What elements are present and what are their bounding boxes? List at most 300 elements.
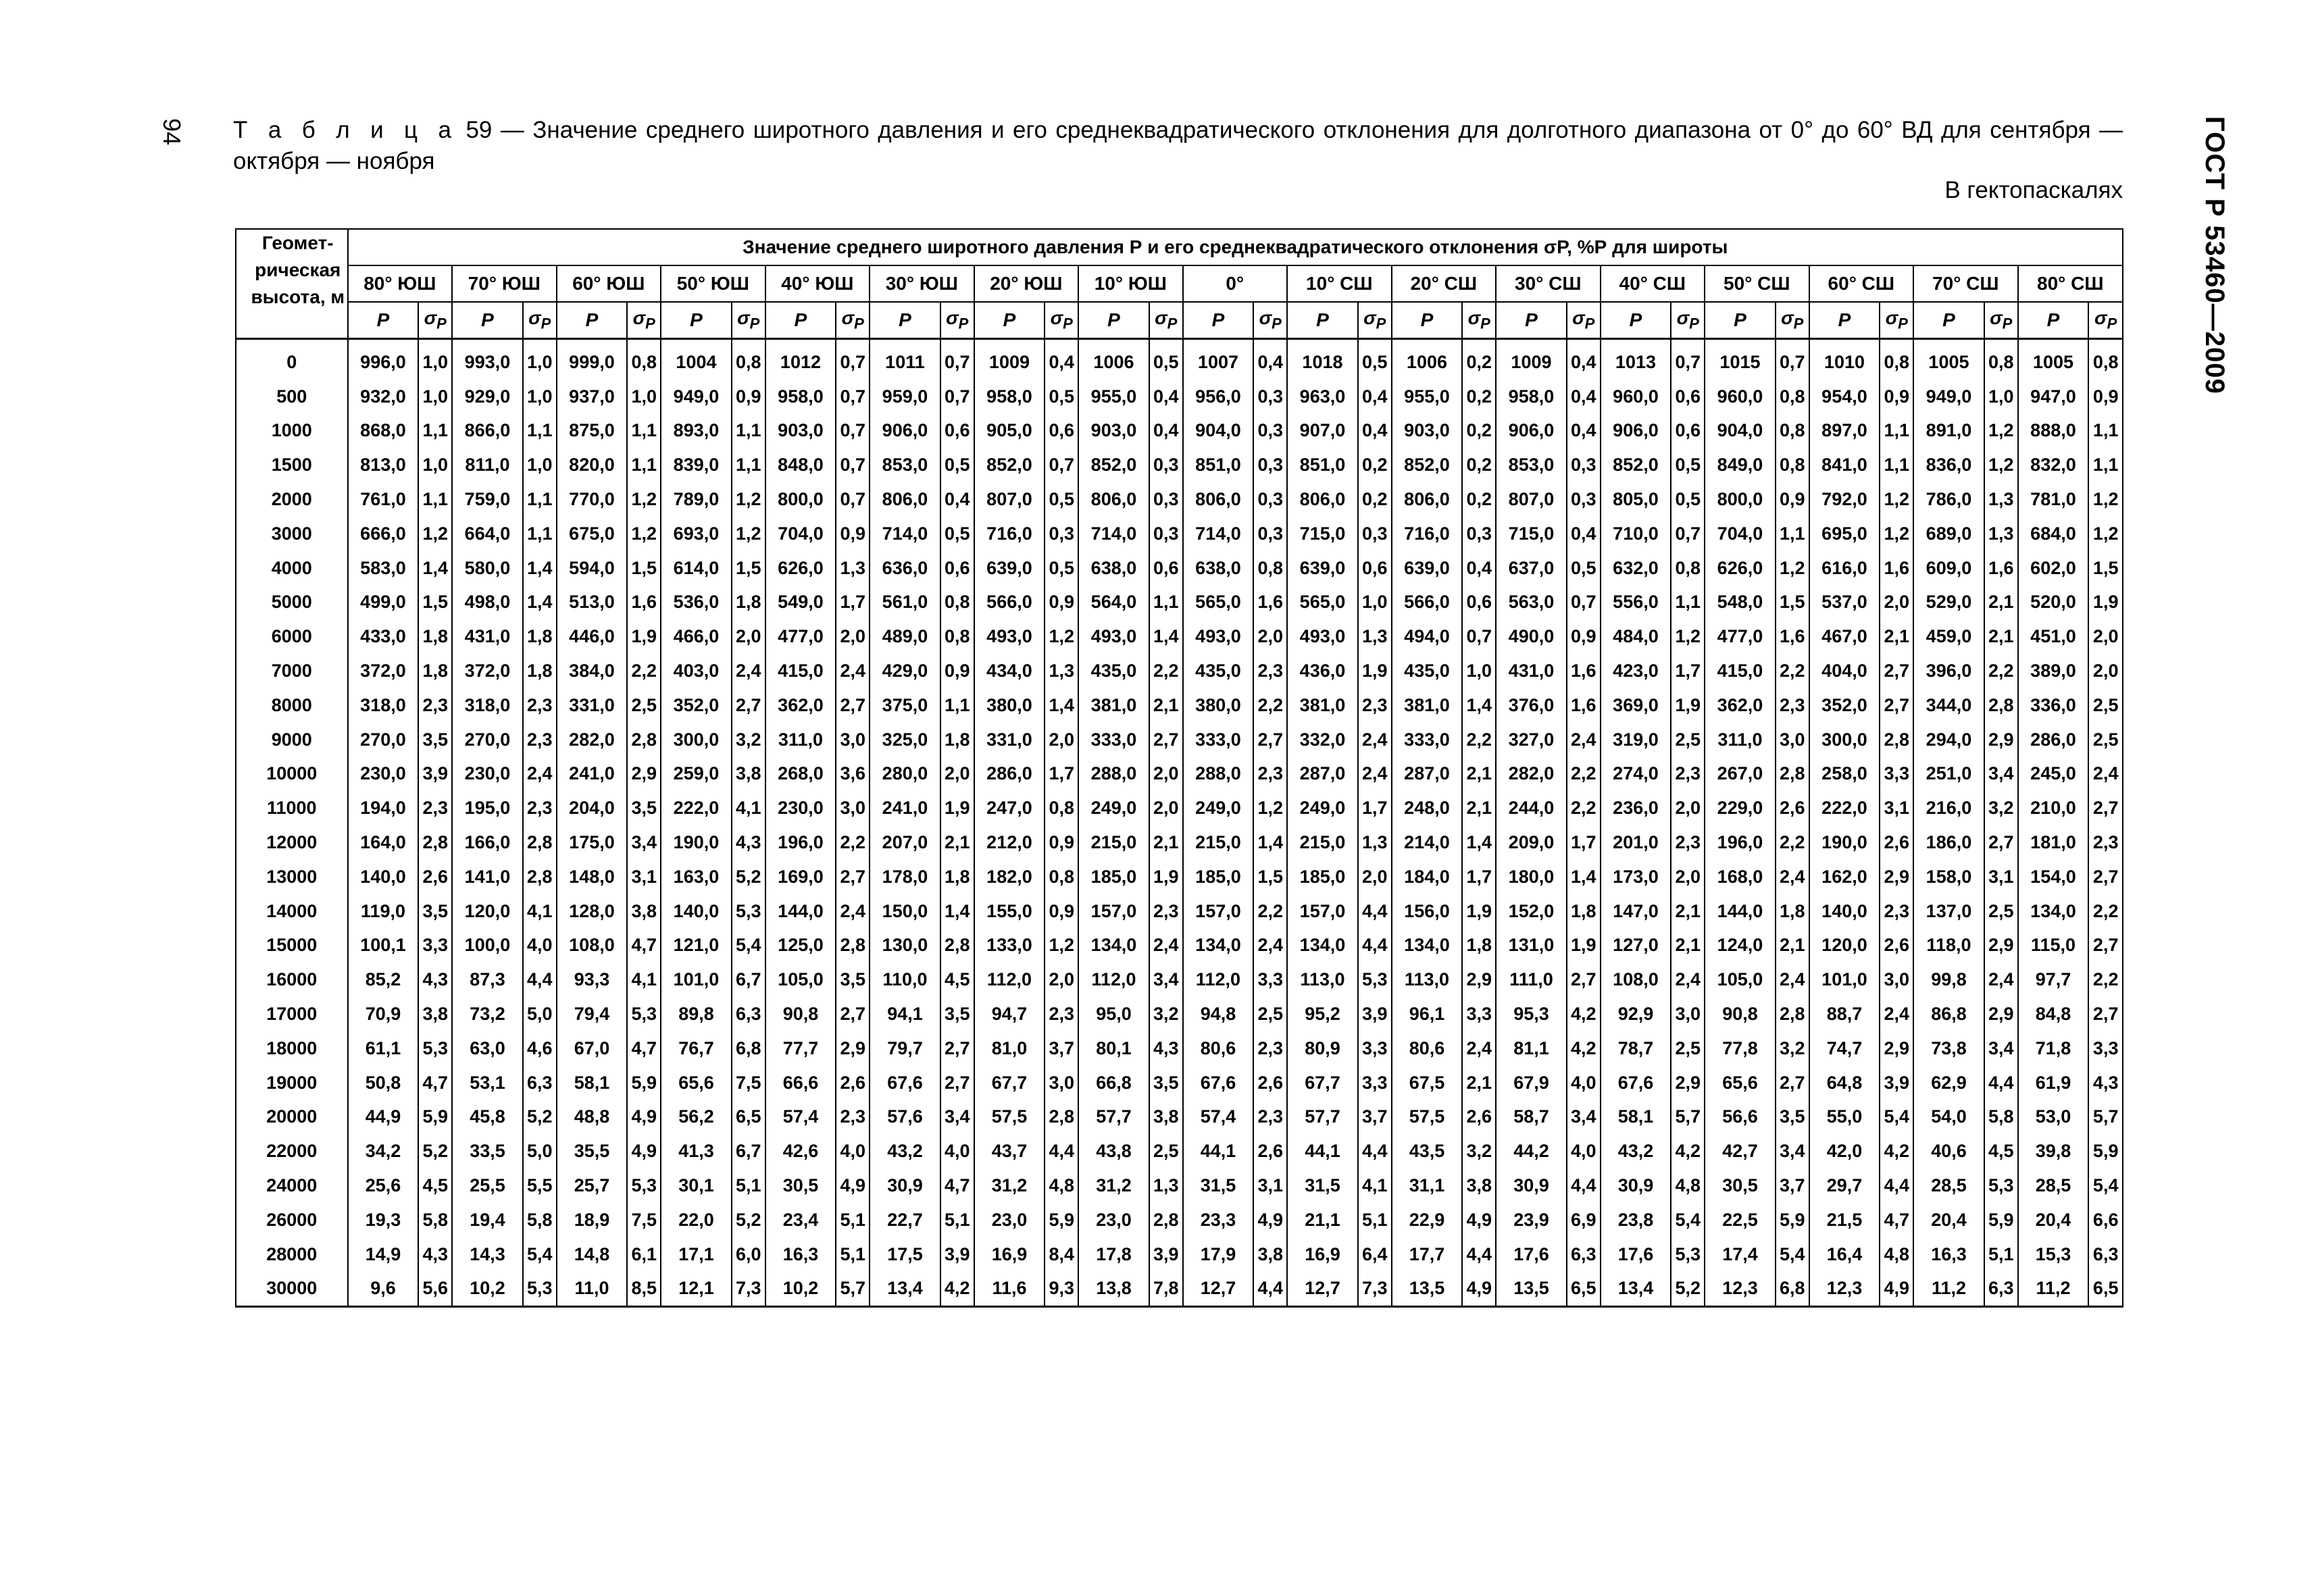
pressure-cell: 415,0 xyxy=(765,654,836,688)
sigma-cell: 1,4 xyxy=(1253,825,1287,860)
pressure-cell: 23,0 xyxy=(974,1203,1045,1237)
pressure-cell: 70,9 xyxy=(348,997,419,1031)
sigma-cell: 2,7 xyxy=(1880,688,1913,723)
sigma-cell: 0,8 xyxy=(1253,551,1287,586)
pressure-cell: 903,0 xyxy=(765,414,836,448)
sigma-cell: 0,8 xyxy=(1776,448,1809,482)
pressure-cell: 67,7 xyxy=(1287,1066,1358,1100)
sigma-cell: 2,1 xyxy=(1149,688,1183,723)
pressure-cell: 43,5 xyxy=(1392,1134,1463,1168)
sigma-cell: 4,4 xyxy=(1358,929,1392,963)
pressure-cell: 154,0 xyxy=(2018,860,2089,894)
pressure-cell: 331,0 xyxy=(974,723,1045,757)
sigma-cell: 1,4 xyxy=(523,586,557,620)
sigma-cell: 3,8 xyxy=(1462,1168,1496,1203)
pressure-cell: 89,8 xyxy=(661,997,732,1031)
pressure-cell: 836,0 xyxy=(1913,448,1984,482)
pressure-cell: 429,0 xyxy=(870,654,940,688)
sigma-cell: 2,7 xyxy=(1984,825,2018,860)
pressure-cell: 1009 xyxy=(1496,345,1567,380)
altitude-cell: 26000 xyxy=(236,1203,348,1237)
sigma-cell: 4,0 xyxy=(836,1134,870,1168)
sigma-cell: 2,2 xyxy=(1149,654,1183,688)
table-row xyxy=(236,1031,2123,1066)
sigma-cell: 1,9 xyxy=(1567,929,1601,963)
pressure-cell: 300,0 xyxy=(1809,723,1880,757)
altitude-cell: 24000 xyxy=(236,1168,348,1203)
pressure-cell: 17,9 xyxy=(1183,1237,1254,1272)
sigma-cell: 0,3 xyxy=(1149,448,1183,482)
sigma-cell: 0,6 xyxy=(940,551,974,586)
sigma-cell: 1,3 xyxy=(1149,1168,1183,1203)
sigma-cell: 2,7 xyxy=(836,997,870,1031)
pressure-cell: 282,0 xyxy=(557,723,628,757)
pressure-cell: 61,1 xyxy=(348,1031,419,1066)
sigma-cell: 3,0 xyxy=(1880,962,1913,997)
sigma-cell: 2,1 xyxy=(1671,894,1705,929)
pressure-cell: 112,0 xyxy=(974,962,1045,997)
sigma-cell: 0,3 xyxy=(1253,482,1287,517)
pressure-cell: 274,0 xyxy=(1601,757,1671,792)
sigma-cell: 7,5 xyxy=(732,1066,765,1100)
pressure-cell: 638,0 xyxy=(1078,551,1149,586)
sigma-cell: 5,4 xyxy=(1776,1237,1809,1272)
altitude-cell: 12000 xyxy=(236,825,348,860)
altitude-cell: 13000 xyxy=(236,860,348,894)
pressure-cell: 1012 xyxy=(765,345,836,380)
sigma-cell: 1,4 xyxy=(1045,688,1078,723)
sigma-cell: 2,5 xyxy=(1671,723,1705,757)
sigma-cell: 0,7 xyxy=(1776,345,1809,380)
sigma-cell: 2,0 xyxy=(2088,619,2123,654)
altitude-header-line: Геомет- xyxy=(261,232,334,253)
sigma-cell: 0,5 xyxy=(1149,345,1183,380)
altitude-cell: 11000 xyxy=(236,791,348,825)
sigma-cell: 1,2 xyxy=(2088,482,2123,517)
sigma-cell: 5,9 xyxy=(2088,1134,2123,1168)
sigma-cell: 3,1 xyxy=(1984,860,2018,894)
sigma-cell: 4,5 xyxy=(940,962,974,997)
sigma-cell: 1,2 xyxy=(1671,619,1705,654)
pressure-cell: 88,7 xyxy=(1809,997,1880,1031)
pressure-cell: 1006 xyxy=(1078,345,1149,380)
altitude-cell: 20000 xyxy=(236,1100,348,1135)
sigma-cell: 4,4 xyxy=(1358,894,1392,929)
sigma-cell: 1,1 xyxy=(2088,414,2123,448)
sigma-cell: 0,5 xyxy=(1045,551,1078,586)
sigma-cell: 4,2 xyxy=(1671,1134,1705,1168)
pressure-cell: 318,0 xyxy=(348,688,419,723)
sigma-cell: 2,1 xyxy=(1149,825,1183,860)
sigma-index: P xyxy=(645,315,655,332)
sigma-cell: 0,7 xyxy=(1671,517,1705,551)
pressure-subheader: P xyxy=(870,302,940,339)
sigma-cell: 3,3 xyxy=(418,929,452,963)
pressure-subheader: P xyxy=(2018,302,2089,339)
latitude-header: 70° СШ xyxy=(1913,265,2018,302)
sigma-cell: 2,2 xyxy=(836,825,870,860)
pressure-cell: 626,0 xyxy=(765,551,836,586)
table-row xyxy=(236,551,2123,586)
pressure-cell: 906,0 xyxy=(1496,414,1567,448)
sigma-cell: 2,6 xyxy=(1776,791,1809,825)
pressure-cell: 140,0 xyxy=(1809,894,1880,929)
table-row xyxy=(236,1168,2123,1203)
sigma-index: P xyxy=(1272,315,1282,332)
pressure-cell: 14,8 xyxy=(557,1237,628,1272)
pressure-cell: 209,0 xyxy=(1496,825,1567,860)
sigma-cell: 2,6 xyxy=(836,1066,870,1100)
sigma-cell: 1,5 xyxy=(732,551,765,586)
pressure-cell: 1004 xyxy=(661,345,732,380)
pressure-cell: 45,8 xyxy=(452,1100,523,1135)
pressure-cell: 384,0 xyxy=(557,654,628,688)
sigma-cell: 5,3 xyxy=(418,1031,452,1066)
altitude-cell: 6000 xyxy=(236,619,348,654)
pressure-cell: 325,0 xyxy=(870,723,940,757)
pressure-cell: 79,7 xyxy=(870,1031,940,1066)
separator-cell xyxy=(1776,339,1809,346)
pressure-cell: 66,6 xyxy=(765,1066,836,1100)
pressure-cell: 566,0 xyxy=(1392,586,1463,620)
sigma-cell: 1,5 xyxy=(2088,551,2123,586)
sigma-symbol: σ xyxy=(1572,307,1585,329)
sigma-cell: 5,7 xyxy=(2088,1100,2123,1135)
pressure-cell: 267,0 xyxy=(1705,757,1776,792)
pressure-cell: 245,0 xyxy=(2018,757,2089,792)
sigma-cell: 6,6 xyxy=(2088,1203,2123,1237)
sigma-cell: 3,4 xyxy=(1776,1134,1809,1168)
separator-cell xyxy=(1705,339,1776,346)
sigma-symbol: σ xyxy=(2094,307,2107,329)
sigma-cell: 2,7 xyxy=(836,860,870,894)
pressure-cell: 949,0 xyxy=(661,380,732,414)
sigma-cell: 0,4 xyxy=(1567,414,1601,448)
sigma-cell: 0,4 xyxy=(1149,414,1183,448)
sigma-cell: 2,3 xyxy=(1149,894,1183,929)
sigma-cell: 2,4 xyxy=(1358,757,1392,792)
separator-cell xyxy=(1496,339,1567,346)
pressure-cell: 90,8 xyxy=(765,997,836,1031)
sigma-cell: 5,2 xyxy=(418,1134,452,1168)
pressure-cell: 134,0 xyxy=(1287,929,1358,963)
sigma-cell: 2,2 xyxy=(627,654,661,688)
sigma-cell: 1,0 xyxy=(627,380,661,414)
pressure-cell: 184,0 xyxy=(1392,860,1463,894)
sigma-symbol: σ xyxy=(1467,307,1481,329)
pressure-cell: 195,0 xyxy=(452,791,523,825)
pressure-cell: 30,9 xyxy=(1601,1168,1671,1203)
sigma-cell: 4,2 xyxy=(940,1272,974,1307)
pressure-cell: 1005 xyxy=(2018,345,2089,380)
pressure-cell: 565,0 xyxy=(1287,586,1358,620)
separator-cell xyxy=(1671,339,1705,346)
pressure-cell: 714,0 xyxy=(870,517,940,551)
pressure-cell: 1010 xyxy=(1809,345,1880,380)
pressure-cell: 17,5 xyxy=(870,1237,940,1272)
sigma-cell: 6,0 xyxy=(732,1237,765,1272)
sigma-cell: 1,1 xyxy=(523,414,557,448)
sigma-cell: 1,3 xyxy=(1045,654,1078,688)
pressure-cell: 286,0 xyxy=(2018,723,2089,757)
pressure-cell: 280,0 xyxy=(870,757,940,792)
sigma-cell: 0,2 xyxy=(1358,448,1392,482)
sigma-cell: 4,9 xyxy=(627,1100,661,1135)
pressure-cell: 903,0 xyxy=(1392,414,1463,448)
pressure-cell: 101,0 xyxy=(661,962,732,997)
pressure-subheader: P xyxy=(452,302,523,339)
sigma-cell: 1,0 xyxy=(1358,586,1392,620)
sigma-cell: 2,3 xyxy=(418,791,452,825)
pressure-cell: 201,0 xyxy=(1601,825,1671,860)
pressure-cell: 806,0 xyxy=(1183,482,1254,517)
pressure-cell: 513,0 xyxy=(557,586,628,620)
pressure-cell: 95,0 xyxy=(1078,997,1149,1031)
pressure-cell: 714,0 xyxy=(1183,517,1254,551)
sigma-subheader xyxy=(1880,302,1913,339)
pressure-cell: 74,7 xyxy=(1809,1031,1880,1066)
sigma-cell: 1,0 xyxy=(523,448,557,482)
sigma-index: P xyxy=(1898,315,1908,332)
sigma-cell: 2,9 xyxy=(1671,1066,1705,1100)
pressure-cell: 477,0 xyxy=(1705,619,1776,654)
pressure-cell: 493,0 xyxy=(974,619,1045,654)
sigma-cell: 4,7 xyxy=(627,1031,661,1066)
pressure-cell: 1009 xyxy=(974,345,1045,380)
sigma-index: P xyxy=(2002,315,2013,332)
pressure-cell: 287,0 xyxy=(1392,757,1463,792)
sigma-cell: 0,3 xyxy=(1253,448,1287,482)
pressure-cell: 186,0 xyxy=(1913,825,1984,860)
table-row xyxy=(236,482,2123,517)
sigma-cell: 1,4 xyxy=(1462,688,1496,723)
sigma-cell: 0,7 xyxy=(836,380,870,414)
pressure-subheader: P xyxy=(1078,302,1149,339)
sigma-cell: 1,5 xyxy=(1776,586,1809,620)
sigma-cell: 2,8 xyxy=(1149,1203,1183,1237)
pressure-cell: 185,0 xyxy=(1078,860,1149,894)
sigma-cell: 2,0 xyxy=(836,619,870,654)
pressure-cell: 31,2 xyxy=(1078,1168,1149,1203)
pressure-cell: 423,0 xyxy=(1601,654,1671,688)
pressure-cell: 1018 xyxy=(1287,345,1358,380)
sigma-cell: 3,0 xyxy=(836,791,870,825)
sigma-cell: 2,9 xyxy=(1984,997,2018,1031)
pressure-cell: 44,1 xyxy=(1287,1134,1358,1168)
pressure-cell: 121,0 xyxy=(661,929,732,963)
pressure-cell: 230,0 xyxy=(348,757,419,792)
pressure-cell: 336,0 xyxy=(2018,688,2089,723)
pressure-cell: 19,4 xyxy=(452,1203,523,1237)
sigma-cell: 4,0 xyxy=(1567,1066,1601,1100)
sigma-cell: 6,9 xyxy=(1567,1203,1601,1237)
sigma-cell: 5,2 xyxy=(732,1203,765,1237)
subheader-row xyxy=(236,302,2123,339)
pressure-cell: 903,0 xyxy=(1078,414,1149,448)
sigma-cell: 2,4 xyxy=(1462,1031,1496,1066)
sigma-index: P xyxy=(958,315,969,332)
sigma-cell: 3,5 xyxy=(1149,1066,1183,1100)
latitude-header: 10° СШ xyxy=(1287,265,1392,302)
sigma-cell: 2,3 xyxy=(836,1100,870,1135)
sigma-cell: 5,3 xyxy=(1984,1168,2018,1203)
sigma-cell: 1,2 xyxy=(627,482,661,517)
sigma-cell: 3,4 xyxy=(1149,962,1183,997)
pressure-cell: 433,0 xyxy=(348,619,419,654)
pressure-cell: 81,0 xyxy=(974,1031,1045,1066)
pressure-cell: 689,0 xyxy=(1913,517,1984,551)
sigma-cell: 2,3 xyxy=(1253,654,1287,688)
sigma-cell: 0,8 xyxy=(732,345,765,380)
sigma-cell: 1,8 xyxy=(523,619,557,654)
sigma-cell: 1,6 xyxy=(627,586,661,620)
sigma-symbol: σ xyxy=(946,307,959,329)
pressure-cell: 16,9 xyxy=(1287,1237,1358,1272)
pressure-cell: 536,0 xyxy=(661,586,732,620)
pressure-cell: 484,0 xyxy=(1601,619,1671,654)
sigma-cell: 1,0 xyxy=(523,380,557,414)
pressure-cell: 955,0 xyxy=(1392,380,1463,414)
pressure-cell: 467,0 xyxy=(1809,619,1880,654)
sigma-cell: 0,8 xyxy=(1984,345,2018,380)
pressure-cell: 173,0 xyxy=(1601,860,1671,894)
sigma-cell: 4,4 xyxy=(1045,1134,1078,1168)
pressure-cell: 73,8 xyxy=(1913,1031,1984,1066)
pressure-cell: 94,8 xyxy=(1183,997,1254,1031)
sigma-cell: 0,9 xyxy=(1045,894,1078,929)
latitude-header: 50° СШ xyxy=(1705,265,1809,302)
sigma-cell: 2,7 xyxy=(1149,723,1183,757)
pressure-cell: 185,0 xyxy=(1183,860,1254,894)
pressure-cell: 11,6 xyxy=(974,1272,1045,1307)
pressure-cell: 999,0 xyxy=(557,345,628,380)
pressure-cell: 520,0 xyxy=(2018,586,2089,620)
pressure-subheader: P xyxy=(974,302,1045,339)
table-title-header: Значение среднего широтного давления Р и его среднеквадратического отклонения σP, %Р для широты xyxy=(348,229,2123,265)
pressure-cell: 548,0 xyxy=(1705,586,1776,620)
pressure-cell: 431,0 xyxy=(1496,654,1567,688)
pressure-cell: 436,0 xyxy=(1287,654,1358,688)
pressure-cell: 162,0 xyxy=(1809,860,1880,894)
pressure-cell: 1015 xyxy=(1705,345,1776,380)
sigma-cell: 2,6 xyxy=(1462,1100,1496,1135)
sigma-cell: 4,3 xyxy=(418,1237,452,1272)
pressure-cell: 216,0 xyxy=(1913,791,1984,825)
sigma-cell: 0,3 xyxy=(1462,517,1496,551)
sigma-cell: 2,8 xyxy=(1776,757,1809,792)
pressure-cell: 66,8 xyxy=(1078,1066,1149,1100)
separator-cell xyxy=(765,339,836,346)
sigma-cell: 2,9 xyxy=(1880,860,1913,894)
pressure-cell: 141,0 xyxy=(452,860,523,894)
altitude-cell: 18000 xyxy=(236,1031,348,1066)
pressure-cell: 288,0 xyxy=(1183,757,1254,792)
pressure-cell: 236,0 xyxy=(1601,791,1671,825)
pressure-cell: 300,0 xyxy=(661,723,732,757)
sigma-cell: 1,2 xyxy=(732,482,765,517)
pressure-cell: 164,0 xyxy=(348,825,419,860)
sigma-cell: 1,1 xyxy=(2088,448,2123,482)
sigma-cell: 4,7 xyxy=(418,1066,452,1100)
sigma-cell: 1,7 xyxy=(1045,757,1078,792)
sigma-cell: 3,4 xyxy=(1984,757,2018,792)
pressure-cell: 80,6 xyxy=(1392,1031,1463,1066)
table-row xyxy=(236,1237,2123,1272)
caption-text: 59 — Значение среднего широтного давления и его среднеквадратического отклонения для долготного диапазона от 0° до 60° ВД для сентября — октября — ноября xyxy=(233,117,2123,174)
pressure-cell: 17,7 xyxy=(1392,1237,1463,1272)
separator-cell xyxy=(1183,339,1254,346)
pressure-cell: 781,0 xyxy=(2018,482,2089,517)
pressure-cell: 866,0 xyxy=(452,414,523,448)
sigma-cell: 3,5 xyxy=(1776,1100,1809,1135)
sigma-cell: 4,4 xyxy=(1358,1134,1392,1168)
altitude-cell: 16000 xyxy=(236,962,348,997)
sigma-cell: 3,1 xyxy=(1253,1168,1287,1203)
pressure-cell: 120,0 xyxy=(452,894,523,929)
sigma-cell: 4,4 xyxy=(1462,1237,1496,1272)
sigma-cell: 3,3 xyxy=(1253,962,1287,997)
sigma-cell: 1,8 xyxy=(1776,894,1809,929)
pressure-cell: 222,0 xyxy=(1809,791,1880,825)
sigma-cell: 2,0 xyxy=(1149,791,1183,825)
pressure-cell: 57,5 xyxy=(1392,1100,1463,1135)
pressure-cell: 150,0 xyxy=(870,894,940,929)
pressure-cell: 637,0 xyxy=(1496,551,1567,586)
sigma-cell: 5,3 xyxy=(1671,1237,1705,1272)
pressure-cell: 564,0 xyxy=(1078,586,1149,620)
pressure-cell: 249,0 xyxy=(1078,791,1149,825)
sigma-cell: 0,5 xyxy=(1567,551,1601,586)
pressure-cell: 549,0 xyxy=(765,586,836,620)
sigma-cell: 0,2 xyxy=(1462,345,1496,380)
pressure-cell: 1013 xyxy=(1601,345,1671,380)
sigma-cell: 1,1 xyxy=(523,517,557,551)
pressure-cell: 17,6 xyxy=(1601,1237,1671,1272)
sigma-cell: 1,6 xyxy=(1567,654,1601,688)
pressure-cell: 92,9 xyxy=(1601,997,1671,1031)
pressure-cell: 81,1 xyxy=(1496,1031,1567,1066)
sigma-cell: 1,4 xyxy=(1567,860,1601,894)
sigma-cell: 3,9 xyxy=(940,1237,974,1272)
sigma-cell: 2,4 xyxy=(1358,723,1392,757)
sigma-cell: 3,5 xyxy=(418,894,452,929)
separator-cell xyxy=(1601,339,1671,346)
pressure-cell: 31,5 xyxy=(1183,1168,1254,1203)
sigma-cell: 0,8 xyxy=(1776,380,1809,414)
sigma-cell: 1,2 xyxy=(1776,551,1809,586)
pressure-cell: 954,0 xyxy=(1809,380,1880,414)
sigma-cell: 1,5 xyxy=(627,551,661,586)
sigma-cell: 2,1 xyxy=(1776,929,1809,963)
sigma-subheader xyxy=(523,302,557,339)
sigma-cell: 2,4 xyxy=(836,654,870,688)
pressure-cell: 583,0 xyxy=(348,551,419,586)
pressure-cell: 905,0 xyxy=(974,414,1045,448)
sigma-cell: 0,5 xyxy=(940,517,974,551)
altitude-header-line: рическая xyxy=(255,259,341,280)
sigma-cell: 1,2 xyxy=(627,517,661,551)
sigma-cell: 2,1 xyxy=(1984,619,2018,654)
pressure-cell: 270,0 xyxy=(348,723,419,757)
pressure-cell: 311,0 xyxy=(765,723,836,757)
sigma-cell: 0,3 xyxy=(1253,414,1287,448)
pressure-cell: 381,0 xyxy=(1287,688,1358,723)
pressure-cell: 811,0 xyxy=(452,448,523,482)
sigma-cell: 2,2 xyxy=(1567,791,1601,825)
sigma-subheader xyxy=(418,302,452,339)
pressure-cell: 807,0 xyxy=(974,482,1045,517)
pressure-cell: 852,0 xyxy=(1078,448,1149,482)
